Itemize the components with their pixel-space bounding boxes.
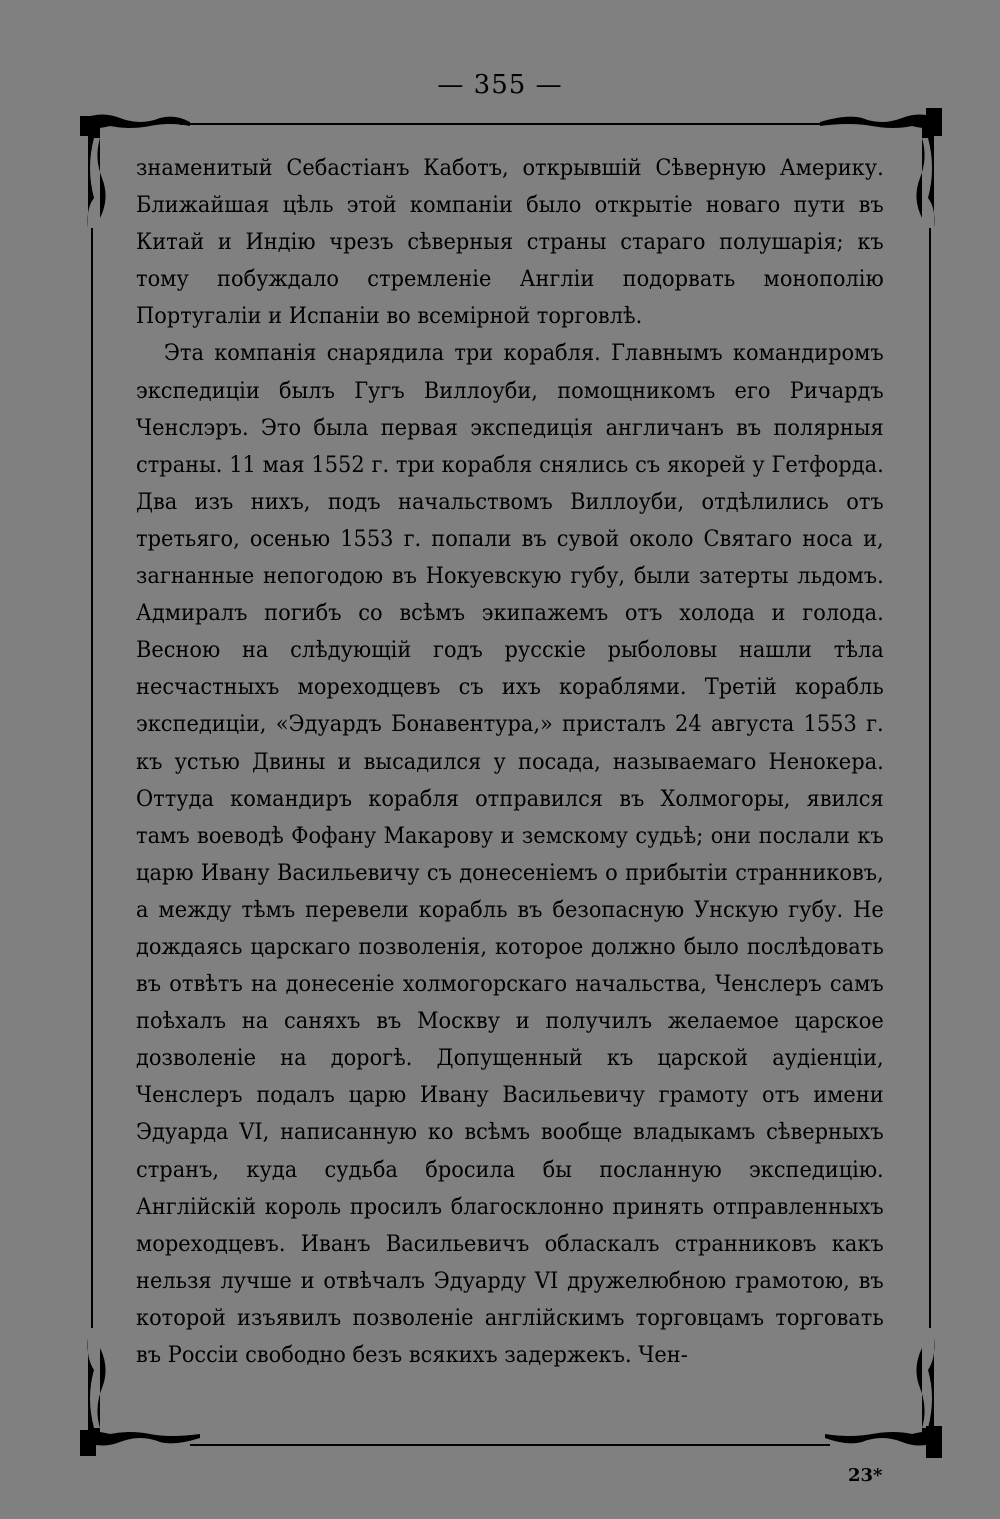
body-text xyxy=(136,150,884,1374)
paragraph-2: Эта компанія снарядила три корабля. Главнымъ командиромъ экспедиціи былъ Гугъ Виллоуби, помощникомъ его Ричардъ Ченслэръ. Это была первая экспедиція англичанъ въ полярныя страны. 11 мая 1552 г. три корабля снялись съ якорей у Гетфорда. Два изъ нихъ, подъ начальствомъ Виллоуби, отдѣлились отъ третьяго, осенью 1553 г. попали въ сувой около Святаго носа и, загнанные непогодою въ Нокуевскую губу, были затерты льдомъ. Адмиралъ погибъ со всѣмъ экипажемъ отъ холода и голода. Весною на слѣдующій годъ русскіе рыболовы нашли тѣла несчастныхъ мореходцевъ съ ихъ кораблями. Третій корабль экспедиціи, «Эдуардъ Бонавентура,» присталъ 24 августа 1553 г. къ устью Двины и высадился у посада, называемаго Ненокера. Оттуда командиръ корабля отправился въ Холмогоры, явился тамъ воеводѣ Фофану Макарову и земскому судьѣ; они послали къ царю Ивану Васильевичу съ донесеніемъ о прибытіи странниковъ, а между тѣмъ перевели корабль въ безопасную Унскую губу. Не дождаясь царскаго позволенія, которое должно было послѣдовать въ отвѣтъ на донесеніе холмогорскаго начальства, Ченслеръ самъ поѣхалъ на саняхъ въ Москву и получилъ желаемое царское дозволеніе на дорогѣ. Допущенный къ царской аудіенціи, Ченслеръ подалъ царю Ивану Васильевичу грамоту отъ имени Эдуарда VI, написанную ко всѣмъ вообще владыкамъ сѣверныхъ странъ, куда судьба бросила бы посланную экспедицію. Англійскій король просилъ благосклонно принять отправленныхъ мореходцевъ. Иванъ Васильевичъ обласкалъ странниковъ какъ нельзя лучше и отвѣчалъ Эдуарду VI дружелюбною грамотою, въ которой изъявилъ позволеніе англійскимъ торговцамъ торговать въ Россіи свободно безъ всякихъ задержекъ. Чен- xyxy=(136,340,884,1368)
page-number: — 355 — xyxy=(437,70,563,100)
paragraph-1: знаменитый Себастіанъ Каботъ, открывшій Сѣверную Америку. Ближайшая цѣль этой компаніи было открытіе новаго пути въ Китай и Индію чрезъ сѣверныя страны стараго полушарія; къ тому побуждало стремленіе Англіи подорвать монополію Португаліи и Испаніи во всемірной торговлѣ. xyxy=(136,155,884,330)
signature-mark: 23* xyxy=(848,1465,883,1486)
